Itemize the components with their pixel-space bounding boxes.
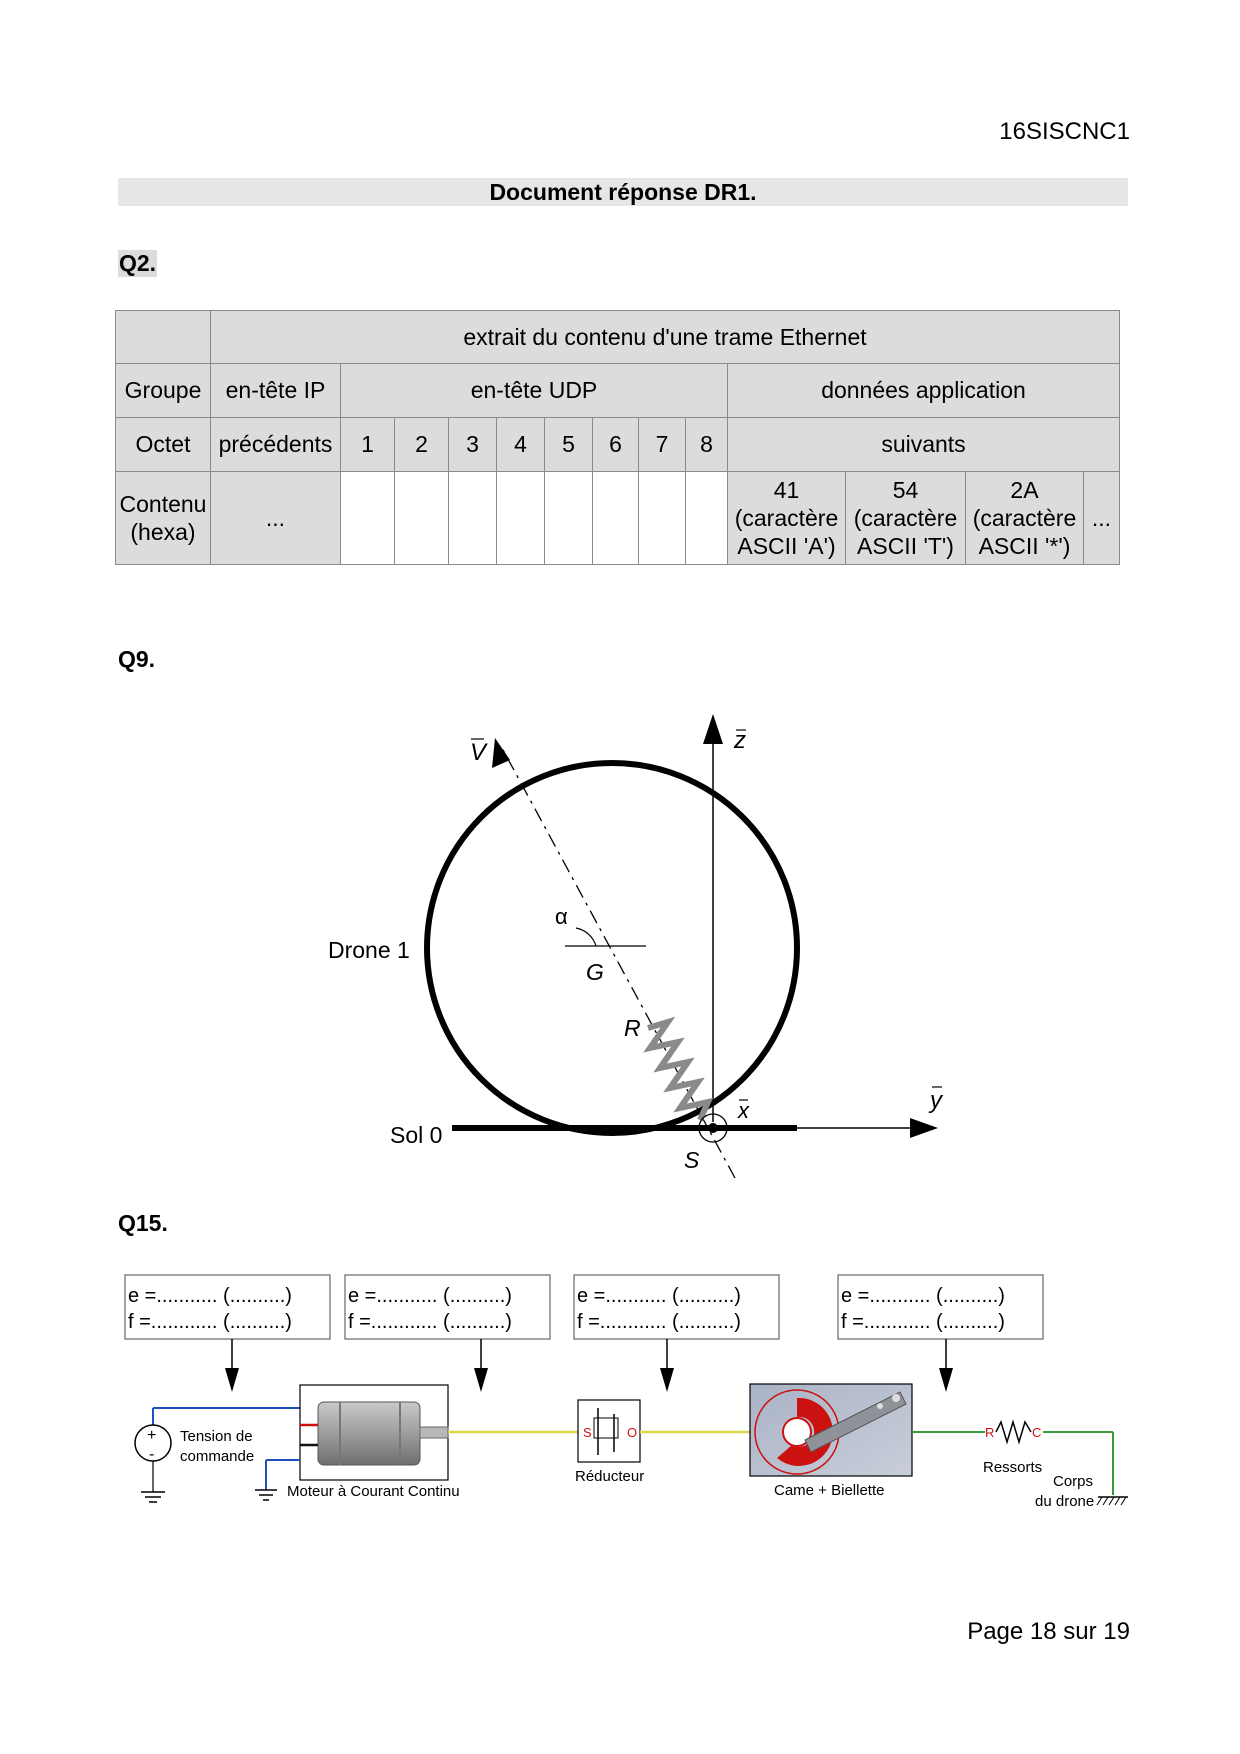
box-e-line: e =........... (..........): [577, 1285, 741, 1307]
table-corner-cell: [116, 311, 211, 364]
answer-cell-octet-3[interactable]: [449, 472, 497, 565]
spring-zigzag: [648, 1022, 708, 1120]
source-label-line2: commande: [180, 1448, 255, 1465]
box-e-line: e =........... (..........): [348, 1285, 512, 1307]
g-label: G: [586, 959, 604, 985]
data-byte-desc: (caractère: [734, 505, 839, 531]
r-label: R: [624, 1015, 641, 1041]
contenu-ellipsis: ...: [1084, 472, 1120, 565]
octet-previous: précédents: [211, 418, 341, 472]
spring-r-port: R: [985, 1425, 995, 1440]
octet-number: 2: [395, 418, 449, 472]
row-label-groupe: Groupe: [116, 364, 211, 418]
cam-label: Came + Biellette: [774, 1482, 885, 1499]
group-app-data: données application: [728, 364, 1120, 418]
drone-label: Drone 1: [328, 937, 410, 963]
data-byte-ascii: ASCII 'T'): [857, 533, 954, 559]
voltage-source: [135, 1408, 300, 1502]
octet-number: 4: [497, 418, 545, 472]
octet-following: suivants: [728, 418, 1120, 472]
octet-number: 1: [341, 418, 395, 472]
y-axis-label: y: [930, 1087, 942, 1114]
z-axis-arrowhead: [703, 714, 723, 744]
question-q2-label: Q2.: [119, 250, 157, 276]
ground-label: Sol 0: [390, 1122, 443, 1148]
box-f-line: f =............ (..........): [841, 1311, 1005, 1333]
power-chain-diagram: [0, 1270, 1240, 1520]
octet-number: 6: [593, 418, 639, 472]
answer-cell-octet-2[interactable]: [395, 472, 449, 565]
body-label-line1: Corps: [1053, 1473, 1094, 1490]
z-axis-label: z: [734, 727, 746, 754]
spring: [983, 1422, 1042, 1476]
box-e-line: e =........... (..........): [128, 1285, 292, 1307]
row-label-octet: Octet: [116, 418, 211, 472]
reducer: [575, 1400, 644, 1485]
svg-text:-: -: [149, 1446, 155, 1463]
y-axis-arrowhead: [910, 1118, 938, 1138]
reducer-s-port: S: [583, 1425, 592, 1440]
table-caption: extrait du contenu d'une trame Ethernet: [211, 311, 1120, 364]
question-q9-label: Q9.: [118, 646, 156, 672]
answer-box-3[interactable]: [574, 1275, 779, 1339]
answer-cell-octet-4[interactable]: [497, 472, 545, 565]
drone-ground-figure: [0, 700, 1240, 1180]
answer-cell-octet-1[interactable]: [341, 472, 395, 565]
drone-circle: [427, 763, 797, 1133]
spring-c-port: C: [1032, 1425, 1042, 1440]
data-byte-cell: [846, 472, 966, 565]
answer-cell-octet-6[interactable]: [593, 472, 639, 565]
s-point-dot: [708, 1123, 718, 1133]
data-byte-hex: 41: [773, 477, 800, 503]
box-f-line: f =............ (..........): [348, 1311, 512, 1333]
s-label: S: [684, 1147, 700, 1173]
ethernet-frame-table: [115, 310, 1120, 565]
data-byte-ascii: ASCII 'A'): [737, 533, 836, 559]
answer-cell-octet-7[interactable]: [639, 472, 686, 565]
row-label-contenu: [116, 472, 211, 565]
document-title: Document réponse DR1.: [118, 178, 1128, 206]
octet-number: 5: [545, 418, 593, 472]
answer-cell-octet-5[interactable]: [545, 472, 593, 565]
group-udp-header: en-tête UDP: [341, 364, 728, 418]
data-byte-ascii: ASCII '*'): [978, 533, 1071, 559]
answer-box-4[interactable]: [838, 1275, 1043, 1339]
reducer-o-port: O: [627, 1425, 638, 1440]
svg-text:+: +: [147, 1427, 157, 1444]
body-label-line2: du drone: [1035, 1493, 1095, 1510]
data-byte-cell: [966, 472, 1084, 565]
box-e-line: e =........... (..........): [841, 1285, 1005, 1307]
row-label-contenu-line1: Contenu: [119, 491, 207, 517]
dc-motor: [255, 1385, 460, 1500]
answer-cell-octet-8[interactable]: [686, 472, 728, 565]
drone-body-ground: [1035, 1432, 1128, 1510]
data-byte-cell: [728, 472, 846, 565]
octet-number: 3: [449, 418, 497, 472]
answer-box-1[interactable]: [125, 1275, 330, 1339]
reducer-label: Réducteur: [575, 1468, 645, 1485]
x-axis-label: x: [738, 1098, 749, 1123]
v-vector-label: V: [470, 739, 487, 766]
source-label-line1: Tension de: [180, 1428, 253, 1445]
data-byte-hex: 2A: [1010, 477, 1039, 503]
contenu-previous: ...: [211, 472, 341, 565]
row-label-contenu-line2: (hexa): [130, 519, 196, 545]
document-code: 16SISCNC1: [999, 118, 1130, 145]
octet-number: 8: [686, 418, 728, 472]
box-f-line: f =............ (..........): [128, 1311, 292, 1333]
question-q15-label: Q15.: [118, 1210, 168, 1236]
alpha-label: α: [555, 904, 568, 929]
data-byte-hex: 54: [892, 477, 919, 503]
box-f-line: f =............ (..........): [577, 1311, 741, 1333]
spring-label: Ressorts: [983, 1459, 1043, 1476]
alpha-arc: [576, 928, 596, 946]
group-ip-header: en-tête IP: [211, 364, 341, 418]
motor-label: Moteur à Courant Continu: [287, 1483, 460, 1500]
v-arrowhead: [492, 738, 510, 768]
octet-number: 7: [639, 418, 686, 472]
data-byte-desc: (caractère: [853, 505, 958, 531]
answer-box-2[interactable]: [345, 1275, 550, 1339]
cam-and-rod: [750, 1384, 912, 1499]
page-number: Page 18 sur 19: [967, 1618, 1130, 1645]
data-byte-desc: (caractère: [972, 505, 1077, 531]
